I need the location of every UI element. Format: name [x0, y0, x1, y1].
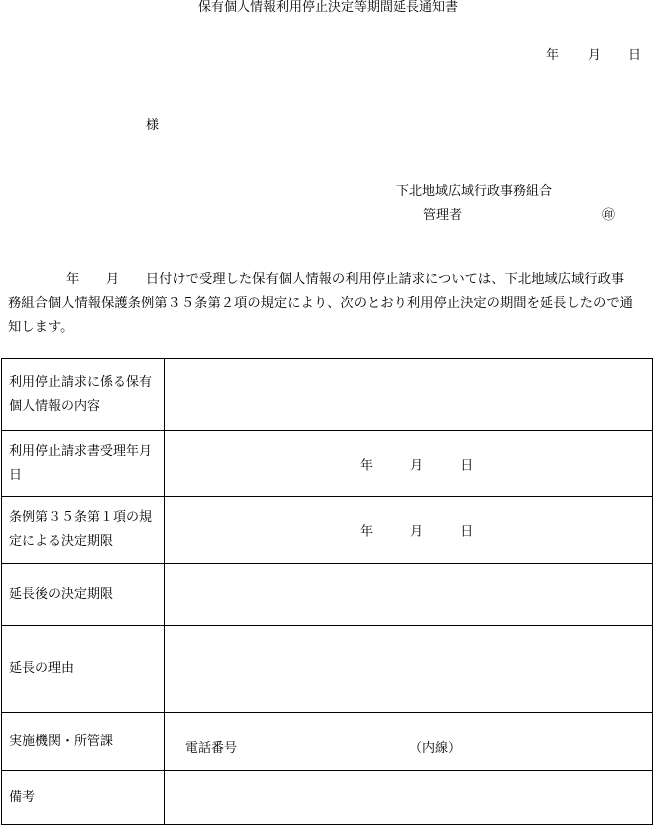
receipt-date-month: 月: [410, 458, 424, 473]
top-date-month: 月: [588, 48, 602, 63]
receipt-date-day: 日: [460, 458, 474, 473]
table-row: [2, 564, 653, 626]
phone-label: 電話番号: [185, 741, 238, 756]
label-receipt-date: 利用停止請求書受理年月日: [2, 431, 165, 497]
table-row: [2, 359, 653, 431]
table-row: [2, 497, 653, 564]
recipient-suffix: 様: [146, 118, 160, 133]
field-agency-section[interactable]: [165, 713, 653, 771]
label-request-content: 利用停止請求に係る保有個人情報の内容: [2, 359, 165, 431]
body-paragraph: [8, 268, 654, 340]
top-date-day: 日: [628, 48, 642, 63]
deadline-day: 日: [460, 524, 474, 540]
extension-form-table: [1, 358, 653, 825]
deadline-year: 年: [360, 524, 374, 540]
field-original-deadline[interactable]: [165, 497, 653, 564]
table-row: [2, 713, 653, 771]
table-row: [2, 626, 653, 713]
label-remarks: 備考: [2, 771, 165, 825]
document-title: 保有個人情報利用停止決定等期間延長通知書: [197, 0, 458, 15]
field-remarks[interactable]: [165, 771, 653, 825]
extension-label: （内線）: [409, 741, 462, 756]
table-row: [2, 771, 653, 825]
field-extended-deadline[interactable]: [165, 564, 653, 626]
seal-mark: ㊞: [602, 208, 616, 223]
table-row: [2, 431, 653, 497]
sender-manager: 管理者: [423, 208, 463, 223]
field-extension-reason[interactable]: [165, 626, 653, 713]
field-request-content[interactable]: [165, 359, 653, 431]
label-extension-reason: 延長の理由: [2, 626, 165, 713]
label-original-deadline: 条例第３５条第１項の規定による決定期限: [2, 497, 165, 564]
field-receipt-date[interactable]: [165, 431, 653, 497]
label-extended-deadline: 延長後の決定期限: [2, 564, 165, 626]
body-line-3: 知します。: [8, 320, 74, 335]
body-line-2: 務組合個人情報保護条例第３５条第２項の規定により、次のとおり利用停止決定の期間を延長したので通: [8, 296, 633, 311]
top-date-year: 年: [546, 48, 560, 63]
sender-organization: 下北地域広域行政事務組合: [396, 184, 553, 199]
receipt-date-year: 年: [360, 458, 374, 473]
deadline-month: 月: [410, 524, 424, 540]
label-agency-section: 実施機関・所管課: [2, 713, 165, 771]
body-line-1: 年 月 日付けで受理した保有個人情報の利用停止請求については、下北地域広域行政事: [66, 272, 625, 287]
